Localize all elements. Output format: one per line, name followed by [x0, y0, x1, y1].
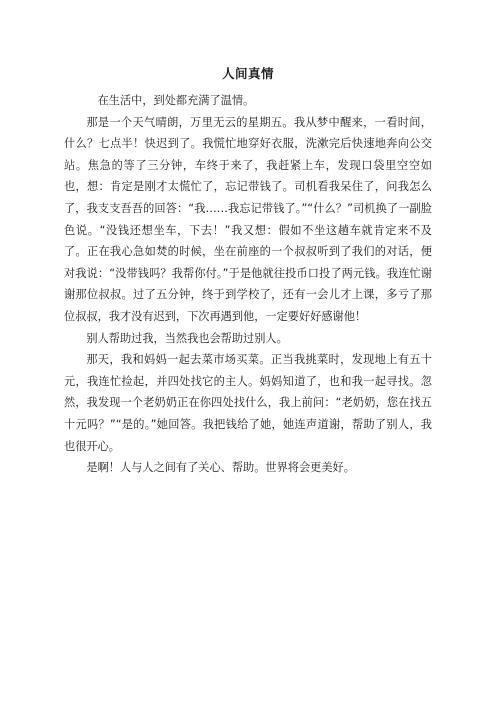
paragraph-intro: 在生活中，到处都充满了温情。 [97, 94, 255, 107]
paragraph-transition: 别人帮助过我，当然我也会帮助过别人。 [86, 331, 288, 345]
document-body [64, 90, 432, 479]
paragraph-market-story: 那天，我和妈妈一起去菜市场买菜。正当我挑菜时，发现地上有五十元，我连忙捡起，并四处找它的主人。妈妈知道了，也和我一起寻找。忽然，我发现一个老奶奶正在你四处找什么，我上前问：“老奶奶，您在找五十元吗？”“是的。”她回答。我把钱给了她，她连声道谢，帮助了别人，我也很开心。 [64, 353, 432, 453]
paragraph-conclusion: 是啊！人与人之间有了关心、帮助。世界将会更美好。 [86, 461, 355, 475]
paragraph-bus-story: 那是一个天气晴朗，万里无云的星期五。我从梦中醒来，一看时间，什么？七点半！快迟到了。我慌忙地穿好衣服，洗漱完后快速地奔向公交站。焦急的等了三分钟，车终于来了，我赶紧上车，发现口袋里空空如也，想：肯定是刚才太慌忙了，忘记带钱了。司机看我呆住了，问我怎么了，我支支吾吾的回答：“我……我忘记带钱了。”“什么？”司机换了一副脸色说。“没钱还想坐车，下去！”我又想：假如不坐这趟车就肯定来不及了。正在我心急如焚的时候，坐在前座的一个叔叔听到了我们的对话，便对我说：“没带钱吗？我帮你付。”于是他就往投币口投了两元钱。我连忙谢谢那位叔叔。过了五分钟，终于到学校了，还有一会儿才上课，多亏了那位叔叔，我才没有迟到，下次再遇到他，一定要好好感谢他！ [64, 115, 432, 323]
document-title: 人间真情 [221, 66, 274, 81]
